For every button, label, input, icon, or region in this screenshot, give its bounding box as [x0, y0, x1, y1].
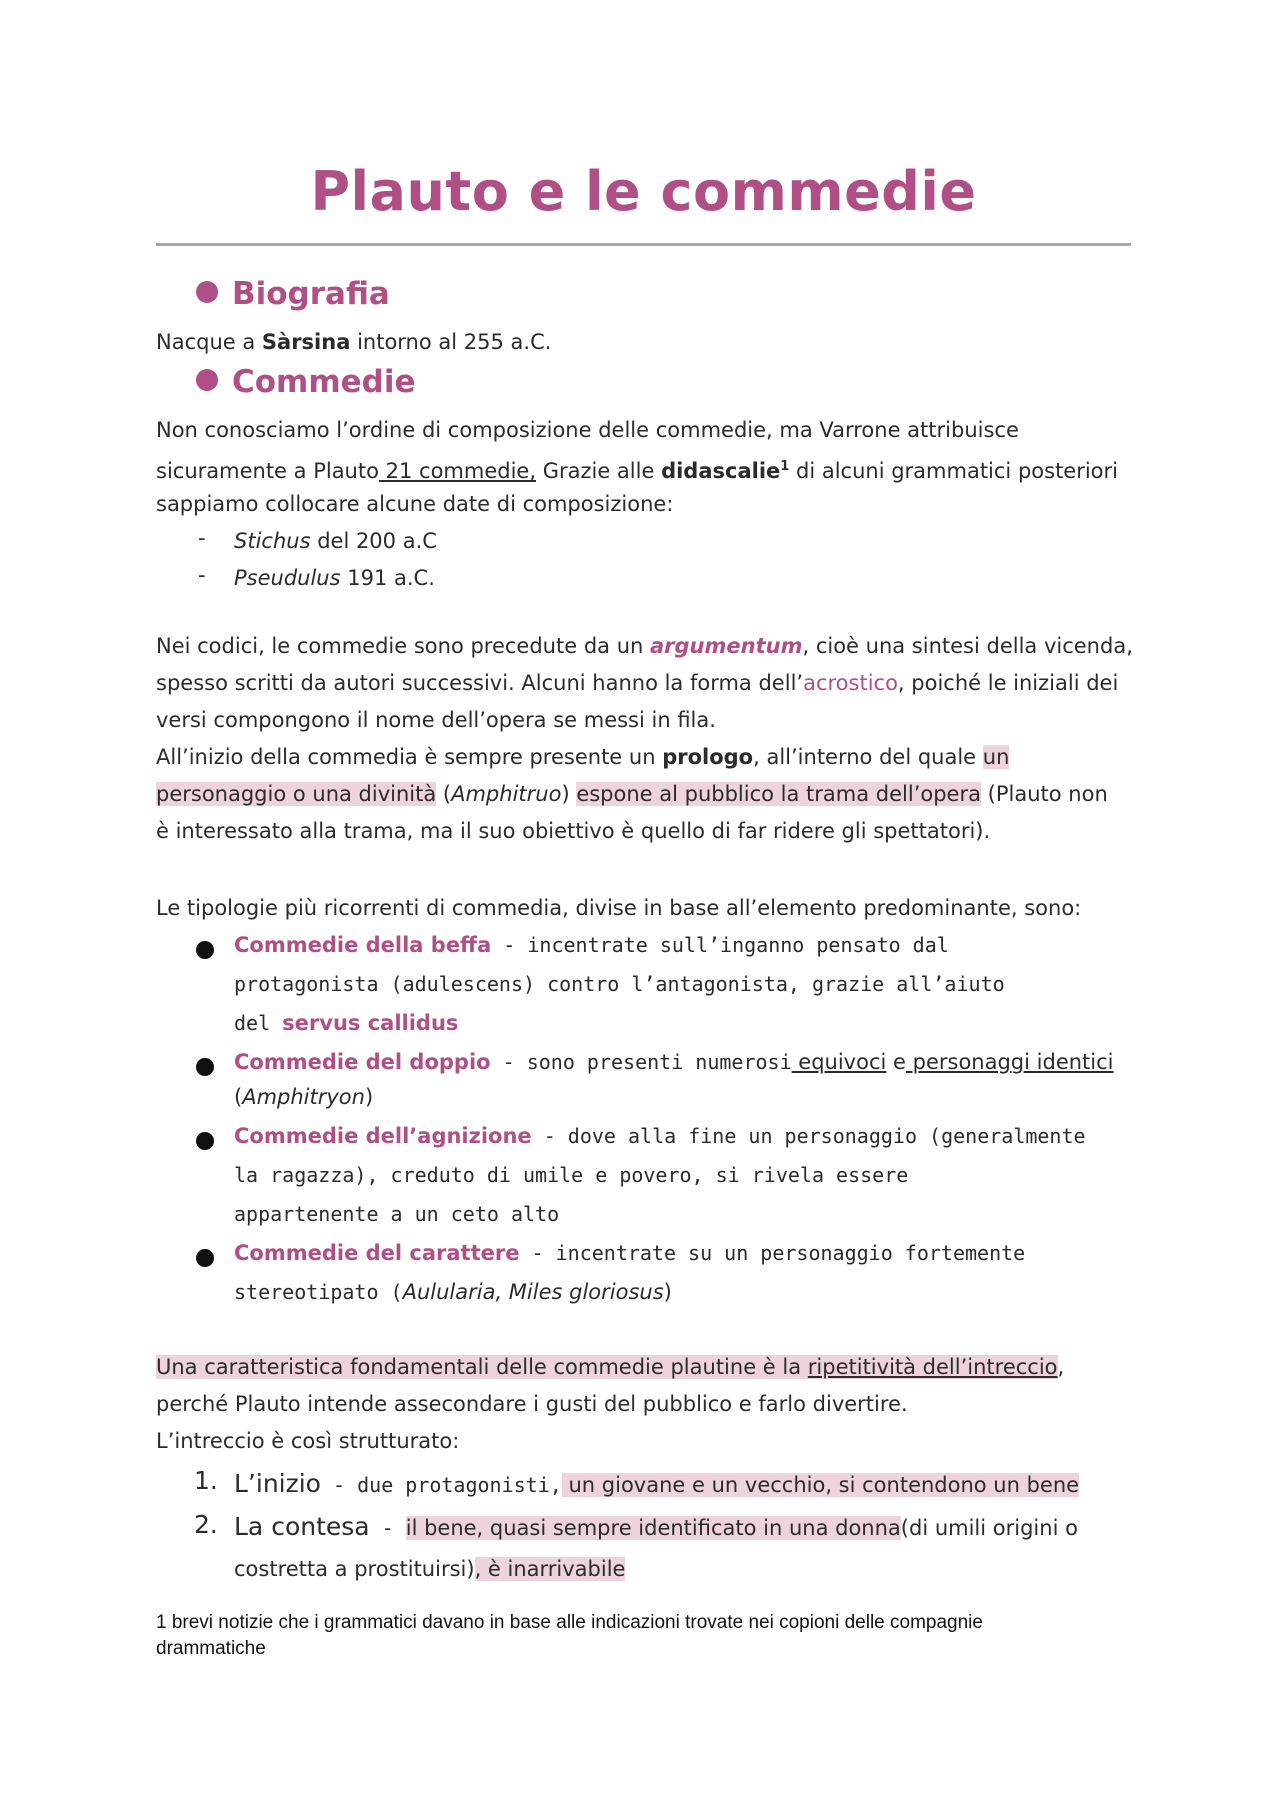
list-item: Commedie dell’agnizione - dove alla fine un personaggio (generalmente: [234, 1124, 1086, 1148]
footnote-ref: 1: [780, 459, 790, 474]
paragraph-line: Una caratteristica fondamentali delle commedie plautine è la ripetitività dell’intreccio,: [156, 1355, 1065, 1379]
highlight: , è inarrivabile: [474, 1557, 626, 1581]
highlight: Una caratteristica fondamentali delle commedie plautine è la: [156, 1355, 808, 1379]
highlight: ripetitività dell’intreccio: [807, 1355, 1058, 1379]
paragraph-line: All’inizio della commedia è sempre presente un prologo, all’interno del quale un: [156, 745, 1010, 769]
highlight: il bene, quasi sempre identificato in una donna: [405, 1516, 901, 1540]
paragraph-line: spesso scritti da autori successivi. Alcuni hanno la forma dell’acrostico, poiché le iniziali dei: [156, 671, 1119, 695]
list-item-cont: protagonista (adulescens) contro l’antagonista, grazie all’aiuto: [234, 972, 1005, 996]
highlight: si contendono un bene: [832, 1473, 1080, 1497]
list-item-cont: appartenente a un ceto alto: [234, 1202, 560, 1226]
highlight: un: [982, 745, 1010, 769]
section-heading-biografia: Biografia: [196, 276, 390, 312]
list-dash: -: [198, 526, 206, 550]
section-heading-commedie: Commedie: [196, 364, 416, 400]
bullet-dot-icon: [196, 1058, 214, 1076]
title-divider: [156, 243, 1131, 246]
bullet-dot-icon: [196, 1132, 214, 1150]
bullet-dot-icon: [196, 369, 218, 391]
list-item-cont: la ragazza), creduto di umile e povero, si rivela essere: [234, 1163, 909, 1187]
paragraph-line: personaggio o una divinità (Amphitruo) espone al pubblico la trama dell’opera (Plauto non: [156, 782, 1108, 806]
highlight: espone al pubblico la trama dell’opera: [576, 782, 981, 806]
list-item: Commedie del carattere - incentrate su un personaggio fortemente: [234, 1241, 1026, 1265]
paragraph-line: L’intreccio è così strutturato:: [156, 1429, 460, 1453]
list-item: Commedie della beffa - incentrate sull’inganno pensato dal: [234, 933, 949, 957]
paragraph-line: versi compongono il nome dell’opera se messi in fila.: [156, 708, 716, 732]
highlight: un giovane e un vecchio,: [561, 1473, 832, 1497]
bullet-dot-icon: [196, 941, 214, 959]
list-dash: -: [198, 563, 206, 587]
list-item: Stichus del 200 a.C: [234, 529, 437, 553]
paragraph-line: Nei codici, le commedie sono precedute da un argumentum, cioè una sintesi della vicenda,: [156, 634, 1133, 658]
paragraph-line: sappiamo collocare alcune date di composizione:: [156, 492, 674, 516]
bullet-dot-icon: [196, 1249, 214, 1267]
list-item: L’inizio - due protagonisti, un giovane e un vecchio, si contendono un bene: [234, 1469, 1080, 1498]
paragraph-line: sicuramente a Plauto 21 commedie, Grazie alle didascalie$^1$ di alcuni grammatici posteriori: [156, 459, 1119, 483]
paragraph-line: perché Plauto intende assecondare i gusti del pubblico e farlo divertire.: [156, 1392, 908, 1416]
list-number: 2.: [194, 1510, 218, 1539]
footnote: 1 brevi notizie che i grammatici davano in base alle indicazioni trovate nei copioni delle compagnie drammatiche: [156, 1612, 983, 1659]
list-item-cont: stereotipato (Aulularia, Miles gloriosus): [234, 1280, 672, 1304]
paragraph-line: Non conosciamo l’ordine di composizione delle commedie, ma Varrone attribuisce: [156, 418, 1019, 442]
list-item-cont: (Amphitryon): [234, 1085, 374, 1109]
paragraph-line: è interessato alla trama, ma il suo obiettivo è quello di far ridere gli spettatori).: [156, 819, 991, 843]
bio-text: Nacque a Sàrsina intorno al 255 a.C.: [156, 330, 552, 354]
list-number: 1.: [194, 1466, 218, 1495]
list-item: La contesa - il bene, quasi sempre identificato in una donna(di umili origini o: [234, 1512, 1078, 1541]
highlight: personaggio o una divinità: [156, 782, 437, 806]
list-item: Pseudulus 191 a.C.: [234, 566, 435, 590]
page-title: Plauto e le commedie: [310, 160, 977, 223]
paragraph-line: Le tipologie più ricorrenti di commedia, divise in base all’elemento predominante, sono:: [156, 896, 1082, 920]
list-item-cont: costretta a prostituirsi), è inarrivabile: [234, 1557, 626, 1581]
list-item-cont: del servus callidus: [234, 1011, 459, 1035]
bullet-dot-icon: [196, 281, 218, 303]
list-item: Commedie del doppio - sono presenti numerosi equivoci e personaggi identici: [234, 1050, 1114, 1074]
